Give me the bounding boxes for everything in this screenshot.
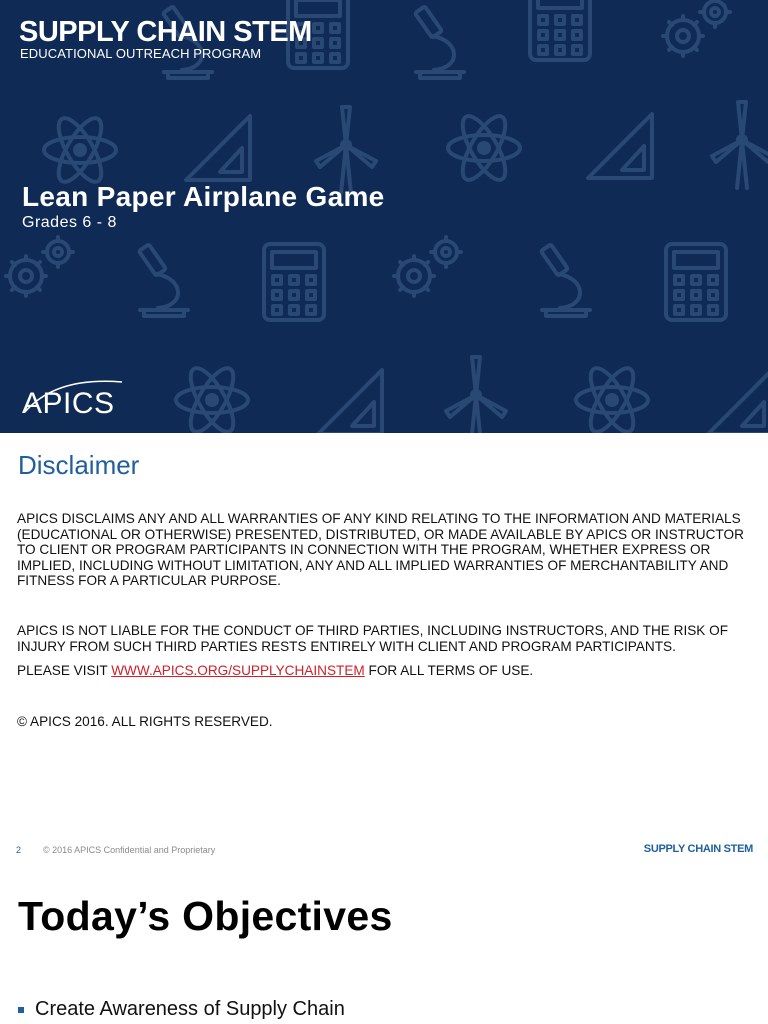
copyright-notice: © APICS 2016. ALL RIGHTS RESERVED.: [17, 714, 273, 729]
objectives-title: Today’s Objectives: [18, 893, 393, 939]
brand-title: SUPPLY CHAIN STEM: [19, 16, 312, 48]
visit-suffix: FOR ALL TERMS OF USE.: [364, 663, 534, 678]
title-slide: [0, 0, 768, 433]
terms-of-use-link[interactable]: WWW.APICS.ORG/SUPPLYCHAINSTEM: [111, 663, 365, 678]
slide-number: 2: [16, 845, 22, 855]
liability-disclaimer-text: APICS IS NOT LIABLE FOR THE CONDUCT OF THIRD PARTIES, INCLUDING INSTRUCTORS, AND THE RISK OF INJURY FROM SUCH THIRD PARTIES RESTS ENTIRELY WITH CLIENT AND PROGRAM PARTICIPANTS.: [17, 623, 729, 654]
footer-brand-logo: SUPPLY CHAIN STEM: [643, 843, 753, 855]
objective-text: Create Awareness of Supply Chain: [35, 998, 345, 1020]
brand-subtitle: EDUCATIONAL OUTREACH PROGRAM: [20, 46, 262, 61]
visit-prefix: PLEASE VISIT: [17, 663, 112, 678]
list-item: [18, 998, 345, 1021]
apics-logo-text: APICS: [22, 387, 115, 416]
warranty-disclaimer-text: APICS DISCLAIMS ANY AND ALL WARRANTIES OF ANY KIND RELATING TO THE INFORMATION AND MATERIALS (EDUCATIONAL OR OTHERWISE) PRESENTED, DISTRIBUTED, OR MADE AVAILABLE BY APICS OR INSTRUCTOR TO CLIENT OR PROGRAM PARTICIPANTS IN CONNECTION WITH THE PROGRAM, WHETHER EXPRESS OR IMPLIED, INCLUDING WITHOUT LIMITATION, ANY AND ALL IMPLIED WARRANTIES OF MERCHANTABILITY AND FITNESS FOR A PARTICULAR PURPOSE.: [17, 511, 744, 588]
game-title: Lean Paper Airplane Game: [22, 181, 385, 212]
grade-range: Grades 6 - 8: [22, 214, 117, 231]
confidential-notice: © 2016 APICS Confidential and Proprietary: [43, 845, 216, 855]
terms-visit-line: [17, 663, 757, 679]
bullet-square-icon: [18, 1007, 24, 1013]
disclaimer-title: Disclaimer: [18, 450, 140, 480]
apics-logo: [22, 378, 126, 416]
